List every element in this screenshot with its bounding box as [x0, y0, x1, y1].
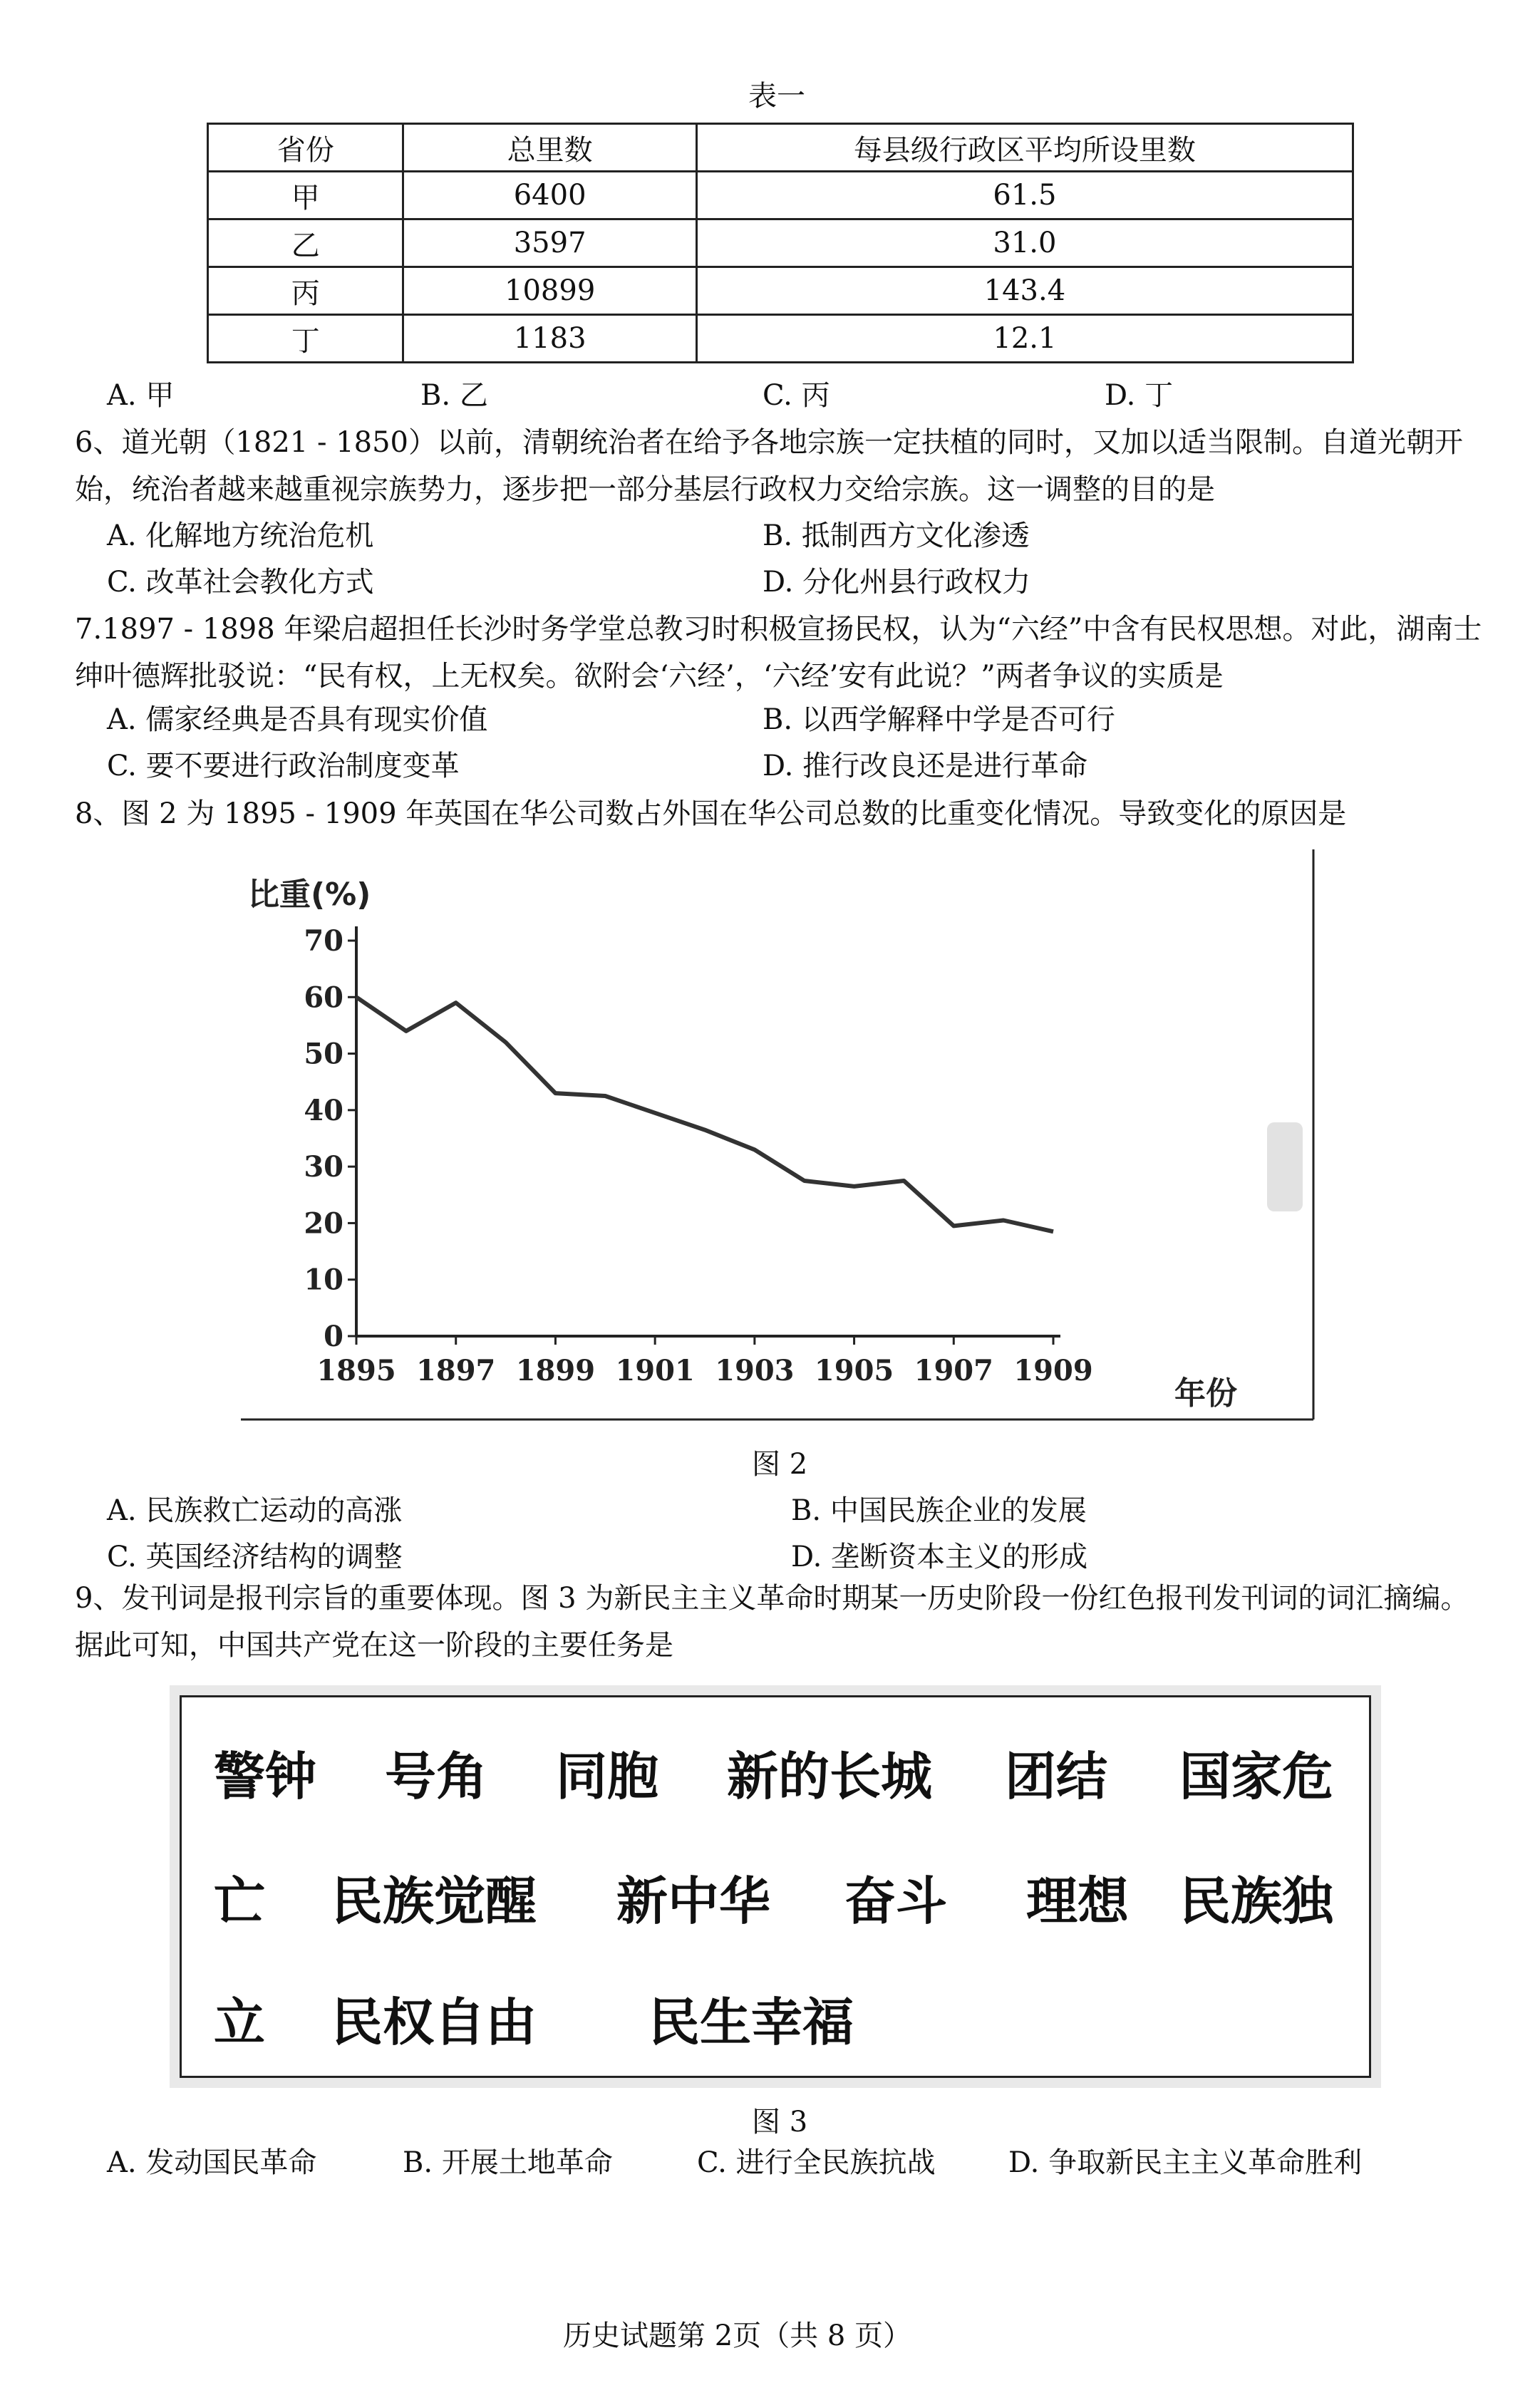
- table-cell: 10899: [403, 267, 696, 315]
- page-footer: 历史试题第 2页（共 8 页）: [563, 2319, 912, 2352]
- x-tick-label: 1897: [416, 1354, 496, 1387]
- q8-stem: 8、图 2 为 1895 - 1909 年英国在华公司数占外国在华公司总数的比重变化情况。导致变化的原因是: [75, 797, 1347, 830]
- q8-option-d: D. 垄断资本主义的形成: [791, 1541, 1088, 1573]
- keyword: 理想: [1026, 1871, 1130, 1931]
- q7-option-b: B. 以西学解释中学是否可行: [763, 703, 1115, 736]
- scroll-handle: [1267, 1122, 1303, 1211]
- keyword: 国家危: [1179, 1747, 1334, 1806]
- x-tick-label: 1907: [914, 1354, 993, 1387]
- header-total: 总里数: [403, 124, 696, 172]
- q9-option-d: D. 争取新民主主义革命胜利: [1008, 2146, 1363, 2179]
- q6-option-c: C. 改革社会教化方式: [107, 566, 374, 599]
- keyword: 民生幸福: [648, 1992, 854, 2052]
- table-row: [208, 219, 1353, 267]
- table-row: [208, 172, 1353, 219]
- keyword-box: [170, 1685, 1381, 2088]
- table-cell: 3597: [403, 219, 696, 267]
- y-tick-label: 50: [304, 1037, 343, 1071]
- q6-stem: 6、道光朝（1821 - 1850）以前，清朝统治者在给予各地宗族一定扶植的同时，又加以适当限制。自道光朝开始，统治者越来越重视宗族势力，逐步把一部分基层行政权力交给宗族。这一调整的目的是: [75, 426, 1463, 506]
- table-cell: 1183: [403, 315, 696, 363]
- y-tick-label: 0: [324, 1320, 343, 1353]
- q7-option-c: C. 要不要进行政治制度变革: [107, 750, 460, 782]
- y-tick-label: 70: [304, 924, 343, 958]
- table-cell: 乙: [208, 219, 403, 267]
- table-cell: 甲: [208, 172, 403, 219]
- table-cell: 6400: [403, 172, 696, 219]
- keyword: 民权自由: [331, 1992, 537, 2052]
- table-row: [208, 315, 1353, 363]
- q5-option-c: C. 丙: [763, 379, 830, 412]
- y-tick-label: 60: [304, 981, 343, 1015]
- keyword: 号角: [385, 1747, 488, 1806]
- q7-option-d: D. 推行改良还是进行革命: [763, 750, 1088, 782]
- figure-3-caption: 图 3: [752, 2106, 808, 2138]
- table-cell: 143.4: [696, 267, 1353, 315]
- q6-option-a: A. 化解地方统治危机: [107, 519, 374, 552]
- q5-option-d: D. 丁: [1105, 379, 1174, 412]
- table-cell: 31.0: [696, 219, 1353, 267]
- y-tick-label: 20: [304, 1206, 343, 1241]
- q6-option-d: D. 分化州县行政权力: [763, 566, 1031, 599]
- q7-stem: 7.1897 - 1898 年梁启超担任长沙时务学堂总教习时积极宣扬民权，认为“六经”中含有民权思想。对此，湖南士绅叶德辉批驳说：“民有权，上无权矣。欲附会‘六经’，‘六经’安有此说？”两者争议的实质是: [75, 613, 1482, 693]
- y-axis-title: 比重(%): [248, 876, 371, 913]
- q9-option-a: A. 发动国民革命: [107, 2146, 317, 2179]
- x-tick-label: 1905: [814, 1354, 894, 1387]
- q5-option-a: A. 甲: [107, 379, 175, 412]
- keyword: 立: [214, 1992, 266, 2052]
- table-caption: 表一: [748, 80, 805, 113]
- figure-2-caption: 图 2: [752, 1448, 808, 1481]
- keyword: 团结: [1005, 1747, 1108, 1806]
- keyword-box-inner: [180, 1695, 1371, 2078]
- table-cell: 12.1: [696, 315, 1353, 363]
- table-cell: 丁: [208, 315, 403, 363]
- table-row: [208, 267, 1353, 315]
- line-chart: [241, 841, 1317, 1429]
- q8-option-a: A. 民族救亡运动的高涨: [107, 1494, 403, 1527]
- y-tick-label: 10: [304, 1263, 343, 1297]
- table-cell: 61.5: [696, 172, 1353, 219]
- q7-option-a: A. 儒家经典是否具有现实价值: [107, 703, 488, 736]
- x-tick-label: 1903: [715, 1354, 795, 1387]
- table-cell: 丙: [208, 267, 403, 315]
- x-tick-label: 1909: [1013, 1354, 1093, 1387]
- q6-option-b: B. 抵制西方文化渗透: [763, 519, 1030, 552]
- keyword: 民族觉醒: [331, 1871, 537, 1931]
- q8-option-c: C. 英国经济结构的调整: [107, 1541, 403, 1573]
- table-header-row: [208, 124, 1353, 172]
- keyword: 同胞: [556, 1747, 659, 1806]
- keyword: 亡: [214, 1871, 266, 1931]
- q9-option-c: C. 进行全民族抗战: [697, 2146, 936, 2179]
- q5-option-b: B. 乙: [420, 379, 488, 412]
- x-tick-label: 1901: [615, 1354, 695, 1387]
- keyword: 奋斗: [844, 1871, 948, 1931]
- x-axis-title: 年份: [1174, 1375, 1237, 1412]
- keyword: 民族独: [1179, 1871, 1334, 1931]
- q9-stem: 9、发刊词是报刊宗旨的重要体现。图 3 为新民主主义革命时期某一历史阶段一份红色报刊发刊词的词汇摘编。据此可知，中国共产党在这一阶段的主要任务是: [75, 1582, 1469, 1662]
- header-average: 每县级行政区平均所设里数: [696, 124, 1353, 172]
- y-tick-label: 40: [304, 1093, 343, 1127]
- q8-option-b: B. 中国民族企业的发展: [791, 1494, 1087, 1527]
- keyword: 警钟: [214, 1747, 317, 1806]
- keyword: 新中华: [616, 1871, 771, 1931]
- x-tick-label: 1899: [515, 1354, 596, 1387]
- header-province: 省份: [208, 124, 403, 172]
- x-tick-label: 1895: [316, 1354, 396, 1387]
- keyword: 新的长城: [727, 1747, 933, 1806]
- series-line: [356, 997, 1053, 1231]
- data-table: [207, 123, 1354, 363]
- q9-option-b: B. 开展土地革命: [403, 2146, 613, 2179]
- y-tick-label: 30: [304, 1150, 343, 1184]
